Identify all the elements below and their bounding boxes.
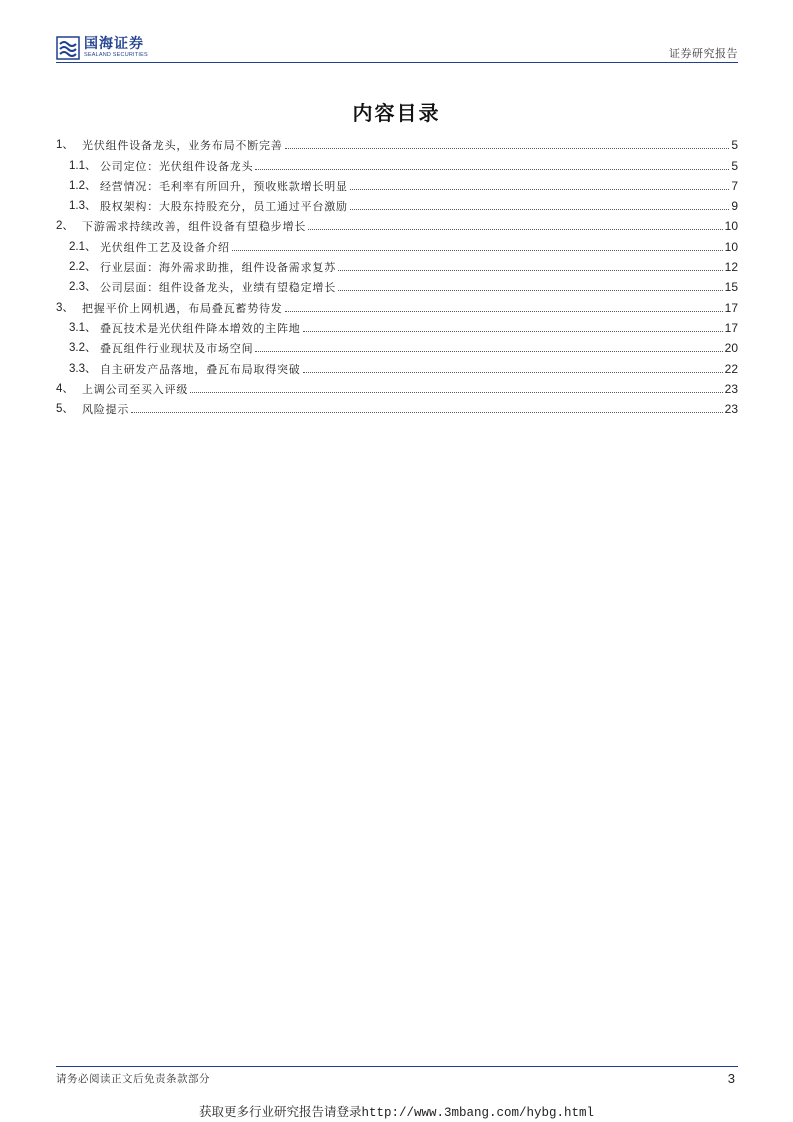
toc-entry[interactable] <box>56 132 738 152</box>
toc-entry[interactable] <box>56 254 738 274</box>
toc-entry-page: 17 <box>724 320 738 335</box>
toc-entry[interactable] <box>56 355 738 375</box>
toc-entry-number: 3、 <box>56 301 74 314</box>
page-header <box>56 33 738 63</box>
toc-entry[interactable] <box>56 193 738 213</box>
toc-entry-title: 叠瓦组件行业现状及市场空间 <box>100 342 254 356</box>
toc-entry[interactable] <box>56 396 738 416</box>
toc-leader-dots <box>255 351 722 352</box>
toc-entry-number: 1.3、 <box>69 200 97 213</box>
toc-entry-title: 光伏组件工艺及设备介绍 <box>100 240 230 254</box>
toc-entry-title: 公司定位：光伏组件设备龙头 <box>100 159 254 173</box>
toc-leader-dots <box>338 290 723 291</box>
toc-entry-number: 1、 <box>56 139 74 152</box>
toc-leader-dots <box>303 331 723 332</box>
toc-leader-dots <box>285 311 723 312</box>
page-number: 3 <box>727 1071 735 1086</box>
toc-entry-number: 3.3、 <box>69 362 97 375</box>
toc-entry[interactable] <box>56 213 738 233</box>
logo-chinese-name: 国海证券 <box>84 36 144 52</box>
toc-entry-title: 经营情况：毛利率有所回升，预收账款增长明显 <box>100 179 348 193</box>
toc-leader-dots <box>190 392 722 393</box>
header-divider <box>56 62 738 63</box>
toc-entry-title: 下游需求持续改善，组件设备有望稳步增长 <box>82 220 307 234</box>
toc-entry-title: 股权架构：大股东持股充分，员工通过平台激励 <box>100 200 348 214</box>
toc-entry-title: 公司层面：组件设备龙头，业绩有望稳定增长 <box>100 281 336 295</box>
bottom-promo <box>0 1102 793 1120</box>
toc-entry-page: 20 <box>724 341 738 356</box>
toc-entry-page: 23 <box>724 381 738 396</box>
page-title: 内容目录 <box>352 101 441 125</box>
toc-entry-number: 3.1、 <box>69 321 97 334</box>
sealand-logo-icon <box>56 36 80 60</box>
toc-entry-page: 12 <box>724 260 738 275</box>
toc-leader-dots <box>350 209 730 210</box>
toc-entry-page: 15 <box>724 280 738 295</box>
toc-leader-dots <box>131 412 722 413</box>
toc-leader-dots <box>350 189 730 190</box>
toc-entry-title: 把握平价上网机遇，布局叠瓦蓄势待发 <box>82 301 283 315</box>
toc-entry-number: 2.2、 <box>69 261 97 274</box>
toc-entry-page: 5 <box>731 138 738 153</box>
toc-leader-dots <box>255 169 729 170</box>
toc-entry-title: 光伏组件设备龙头，业务布局不断完善 <box>82 139 283 153</box>
company-logo <box>56 35 148 61</box>
toc-entry-number: 5、 <box>56 403 74 416</box>
toc-entry-page: 17 <box>724 300 738 315</box>
toc-entry-title: 自主研发产品落地，叠瓦布局取得突破 <box>100 362 301 376</box>
toc-entry-number: 3.2、 <box>69 342 97 355</box>
footer-divider <box>56 1066 738 1067</box>
toc-entry-number: 2、 <box>56 220 74 233</box>
toc-leader-dots <box>338 270 723 271</box>
toc-entry-title: 上调公司至买入评级 <box>82 382 189 396</box>
report-type: 证券研究报告 <box>669 47 738 60</box>
toc-entry[interactable] <box>56 274 738 294</box>
toc-entry-number: 2.1、 <box>69 240 97 253</box>
toc-leader-dots <box>303 372 723 373</box>
toc-entry-number: 2.3、 <box>69 281 97 294</box>
toc-entry-title: 风险提示 <box>82 403 130 417</box>
toc-leader-dots <box>232 250 723 251</box>
toc-entry-page: 10 <box>724 219 738 234</box>
toc-entry[interactable] <box>56 294 738 314</box>
bottom-promo-text: 获取更多行业研究报告请登录 <box>198 1104 362 1119</box>
toc-entry[interactable] <box>56 315 738 335</box>
disclaimer-note: 请务必阅读正文后免责条款部分 <box>56 1073 210 1085</box>
toc-entry[interactable] <box>56 335 738 355</box>
toc-entry-number: 4、 <box>56 382 74 395</box>
toc-entry-page: 7 <box>731 178 738 193</box>
bottom-promo-url[interactable]: http://www.3mbang.com/hybg.html <box>361 1106 595 1120</box>
toc-entry-number: 1.1、 <box>69 159 97 172</box>
toc-entry[interactable] <box>56 376 738 396</box>
toc-leader-dots <box>285 148 730 149</box>
toc-leader-dots <box>308 229 722 230</box>
toc-entry-title: 行业层面：海外需求助推，组件设备需求复苏 <box>100 261 336 275</box>
toc-entry[interactable] <box>56 233 738 253</box>
logo-english-name: SEALAND SECURITIES <box>84 52 148 58</box>
toc-entry-page: 9 <box>731 199 738 214</box>
toc-entry-title: 叠瓦技术是光伏组件降本增效的主阵地 <box>100 321 301 335</box>
toc-entry-page: 5 <box>731 158 738 173</box>
toc-entry-page: 22 <box>724 361 738 376</box>
toc-entry-page: 23 <box>724 402 738 417</box>
toc-entry-number: 1.2、 <box>69 179 97 192</box>
toc-entry[interactable] <box>56 173 738 193</box>
table-of-contents <box>56 132 738 416</box>
toc-entry-page: 10 <box>724 239 738 254</box>
toc-entry[interactable] <box>56 152 738 172</box>
